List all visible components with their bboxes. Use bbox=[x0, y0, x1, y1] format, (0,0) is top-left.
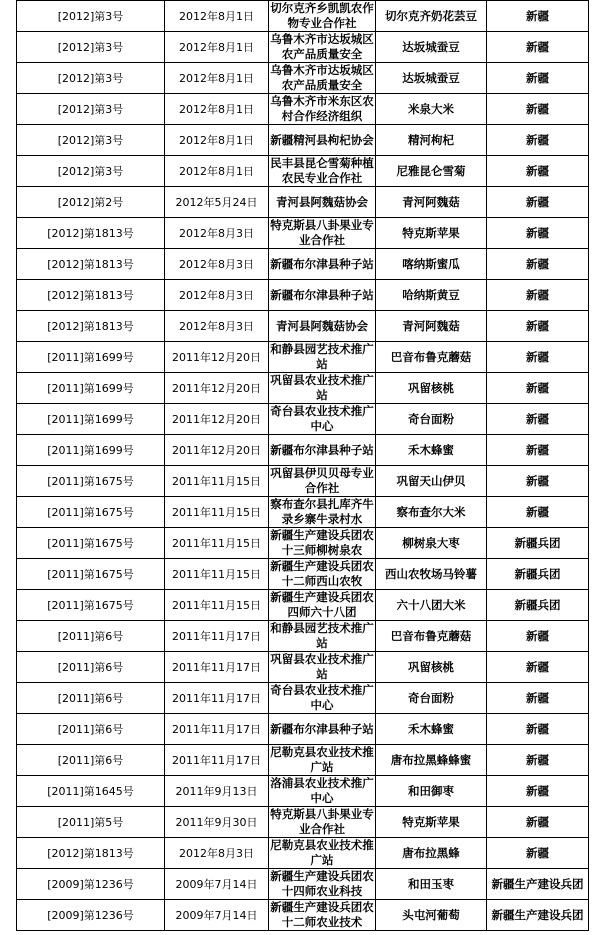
table-row bbox=[17, 218, 589, 249]
doc-number-cell: [2011]第6号 bbox=[17, 621, 165, 652]
product-cell: 米泉大米 bbox=[376, 94, 487, 125]
organization-cell bbox=[269, 776, 376, 807]
organization-text: 特克斯县八卦果业专业合作社 bbox=[270, 807, 374, 836]
doc-number-cell: [2011]第1645号 bbox=[17, 776, 165, 807]
table-body bbox=[17, 1, 589, 931]
doc-number-cell: [2011]第1699号 bbox=[17, 435, 165, 466]
table-row bbox=[17, 590, 589, 621]
product-cell: 和田御枣 bbox=[376, 776, 487, 807]
product-cell: 特克斯苹果 bbox=[376, 807, 487, 838]
organization-cell bbox=[269, 218, 376, 249]
region-cell: 新疆 bbox=[487, 311, 589, 342]
product-cell: 头屯河葡萄 bbox=[376, 900, 487, 931]
region-cell: 新疆 bbox=[487, 404, 589, 435]
table-row bbox=[17, 311, 589, 342]
product-cell: 达坂城蚕豆 bbox=[376, 63, 487, 94]
region-cell: 新疆 bbox=[487, 342, 589, 373]
doc-number-cell: [2012]第1813号 bbox=[17, 311, 165, 342]
product-cell: 巩留核桃 bbox=[376, 652, 487, 683]
date-cell: 2012年8月1日 bbox=[165, 94, 269, 125]
region-cell: 新疆 bbox=[487, 280, 589, 311]
organization-cell bbox=[269, 342, 376, 373]
region-cell: 新疆兵团 bbox=[487, 559, 589, 590]
product-cell: 奇台面粉 bbox=[376, 404, 487, 435]
organization-text: 乌鲁木齐市米东区农村合作经济组织 bbox=[270, 94, 374, 123]
doc-number-cell: [2011]第6号 bbox=[17, 745, 165, 776]
region-cell: 新疆兵团 bbox=[487, 590, 589, 621]
region-cell: 新疆 bbox=[487, 776, 589, 807]
table-row bbox=[17, 621, 589, 652]
organization-text: 和静县园艺技术推广站 bbox=[270, 342, 374, 371]
table-row bbox=[17, 63, 589, 94]
table-row bbox=[17, 528, 589, 559]
organization-text: 巩留县农业技术推广站 bbox=[270, 373, 374, 402]
organization-cell bbox=[269, 807, 376, 838]
table-row bbox=[17, 32, 589, 63]
doc-number-cell: [2012]第1813号 bbox=[17, 838, 165, 869]
doc-number-cell: [2011]第6号 bbox=[17, 683, 165, 714]
product-cell: 六十八团大米 bbox=[376, 590, 487, 621]
organization-cell bbox=[269, 745, 376, 776]
organization-text: 切尔克齐乡凯凯农作物专业合作社 bbox=[270, 1, 374, 30]
doc-number-cell: [2011]第1699号 bbox=[17, 342, 165, 373]
product-cell: 青河阿魏菇 bbox=[376, 187, 487, 218]
organization-text: 洛浦县农业技术推广中心 bbox=[270, 776, 374, 805]
region-cell: 新疆 bbox=[487, 497, 589, 528]
product-cell: 哈纳斯黄豆 bbox=[376, 280, 487, 311]
region-cell: 新疆 bbox=[487, 714, 589, 745]
date-cell: 2011年12月20日 bbox=[165, 373, 269, 404]
organization-cell bbox=[269, 63, 376, 94]
date-cell: 2011年12月20日 bbox=[165, 435, 269, 466]
product-cell: 尼雅昆仑雪菊 bbox=[376, 156, 487, 187]
doc-number-cell: [2012]第1813号 bbox=[17, 249, 165, 280]
organization-cell bbox=[269, 435, 376, 466]
organization-cell bbox=[269, 466, 376, 497]
organization-text: 尼勒克县农业技术推广站 bbox=[270, 745, 374, 774]
product-cell: 柳树泉大枣 bbox=[376, 528, 487, 559]
doc-number-cell: [2011]第1675号 bbox=[17, 497, 165, 528]
region-cell: 新疆 bbox=[487, 466, 589, 497]
doc-number-cell: [2012]第3号 bbox=[17, 94, 165, 125]
table-row bbox=[17, 497, 589, 528]
date-cell: 2009年7月14日 bbox=[165, 900, 269, 931]
date-cell: 2012年5月24日 bbox=[165, 187, 269, 218]
organization-cell bbox=[269, 94, 376, 125]
product-cell: 青河阿魏菇 bbox=[376, 311, 487, 342]
product-cell: 特克斯苹果 bbox=[376, 218, 487, 249]
date-cell: 2011年11月15日 bbox=[165, 528, 269, 559]
organization-cell bbox=[269, 187, 376, 218]
region-cell: 新疆 bbox=[487, 373, 589, 404]
region-cell: 新疆 bbox=[487, 249, 589, 280]
doc-number-cell: [2009]第1236号 bbox=[17, 900, 165, 931]
organization-cell bbox=[269, 621, 376, 652]
product-cell: 察布查尔大米 bbox=[376, 497, 487, 528]
doc-number-cell: [2012]第2号 bbox=[17, 187, 165, 218]
region-cell: 新疆 bbox=[487, 435, 589, 466]
product-cell: 奇台面粉 bbox=[376, 683, 487, 714]
organization-cell bbox=[269, 590, 376, 621]
organization-cell bbox=[269, 249, 376, 280]
date-cell: 2011年9月30日 bbox=[165, 807, 269, 838]
date-cell: 2012年8月3日 bbox=[165, 311, 269, 342]
date-cell: 2009年7月14日 bbox=[165, 869, 269, 900]
table-row bbox=[17, 373, 589, 404]
date-cell: 2011年11月15日 bbox=[165, 590, 269, 621]
region-cell: 新疆生产建设兵团 bbox=[487, 869, 589, 900]
organization-cell bbox=[269, 838, 376, 869]
organization-cell bbox=[269, 125, 376, 156]
doc-number-cell: [2012]第3号 bbox=[17, 125, 165, 156]
doc-number-cell: [2011]第1675号 bbox=[17, 466, 165, 497]
product-cell: 巩留核桃 bbox=[376, 373, 487, 404]
table-row bbox=[17, 900, 589, 931]
table-row bbox=[17, 404, 589, 435]
date-cell: 2012年8月1日 bbox=[165, 32, 269, 63]
organization-cell bbox=[269, 528, 376, 559]
region-cell: 新疆兵团 bbox=[487, 528, 589, 559]
doc-number-cell: [2011]第1699号 bbox=[17, 404, 165, 435]
doc-number-cell: [2011]第6号 bbox=[17, 714, 165, 745]
doc-number-cell: [2012]第1813号 bbox=[17, 280, 165, 311]
table-row bbox=[17, 280, 589, 311]
doc-number-cell: [2011]第1675号 bbox=[17, 559, 165, 590]
product-cell: 达坂城蚕豆 bbox=[376, 32, 487, 63]
doc-number-cell: [2012]第1813号 bbox=[17, 218, 165, 249]
table-row bbox=[17, 807, 589, 838]
table-row bbox=[17, 776, 589, 807]
organization-text: 巩留县农业技术推广站 bbox=[270, 652, 374, 681]
doc-number-cell: [2011]第1675号 bbox=[17, 590, 165, 621]
date-cell: 2011年11月17日 bbox=[165, 714, 269, 745]
organization-text: 新疆布尔津县种子站 bbox=[270, 721, 374, 736]
organization-text: 察布查尔县扎库齐牛录乡寨牛录村水 bbox=[270, 497, 374, 526]
date-cell: 2012年8月1日 bbox=[165, 63, 269, 94]
product-cell: 巩留天山伊贝 bbox=[376, 466, 487, 497]
organization-text: 新疆生产建设兵团农四师六十八团 bbox=[270, 590, 374, 619]
doc-number-cell: [2011]第6号 bbox=[17, 652, 165, 683]
region-cell: 新疆 bbox=[487, 652, 589, 683]
organization-cell bbox=[269, 311, 376, 342]
product-cell: 唐布拉黑蜂蜂蜜 bbox=[376, 745, 487, 776]
date-cell: 2012年8月3日 bbox=[165, 249, 269, 280]
table-row bbox=[17, 156, 589, 187]
date-cell: 2012年8月3日 bbox=[165, 838, 269, 869]
organization-cell bbox=[269, 404, 376, 435]
doc-number-cell: [2012]第3号 bbox=[17, 32, 165, 63]
table-row bbox=[17, 1, 589, 32]
date-cell: 2012年8月1日 bbox=[165, 156, 269, 187]
organization-text: 奇台县农业技术推广中心 bbox=[270, 404, 374, 433]
organization-text: 特克斯县八卦果业专业合作社 bbox=[270, 218, 374, 247]
organization-text: 新疆精河县枸杞协会 bbox=[270, 132, 374, 147]
table-row bbox=[17, 125, 589, 156]
region-cell: 新疆 bbox=[487, 745, 589, 776]
product-cell: 巴音布鲁克蘑菇 bbox=[376, 621, 487, 652]
product-cell: 西山农牧场马铃薯 bbox=[376, 559, 487, 590]
organization-cell bbox=[269, 1, 376, 32]
organization-cell bbox=[269, 714, 376, 745]
region-cell: 新疆 bbox=[487, 63, 589, 94]
organization-text: 新疆生产建设兵团农十二师西山农牧 bbox=[270, 559, 374, 588]
region-cell: 新疆 bbox=[487, 838, 589, 869]
organization-cell bbox=[269, 869, 376, 900]
organization-text: 乌鲁木齐市达坂城区农产品质量安全 bbox=[270, 32, 374, 61]
table-row bbox=[17, 559, 589, 590]
region-cell: 新疆 bbox=[487, 125, 589, 156]
doc-number-cell: [2011]第5号 bbox=[17, 807, 165, 838]
table-row bbox=[17, 869, 589, 900]
doc-number-cell: [2012]第3号 bbox=[17, 156, 165, 187]
table-row bbox=[17, 466, 589, 497]
date-cell: 2011年11月17日 bbox=[165, 745, 269, 776]
organization-text: 新疆生产建设兵团农十三师柳树泉农 bbox=[270, 528, 374, 557]
organization-cell bbox=[269, 900, 376, 931]
region-cell: 新疆 bbox=[487, 94, 589, 125]
doc-number-cell: [2012]第3号 bbox=[17, 63, 165, 94]
registration-table bbox=[16, 0, 589, 931]
date-cell: 2012年8月1日 bbox=[165, 1, 269, 32]
date-cell: 2011年11月17日 bbox=[165, 621, 269, 652]
doc-number-cell: [2012]第3号 bbox=[17, 1, 165, 32]
organization-cell bbox=[269, 559, 376, 590]
region-cell: 新疆 bbox=[487, 807, 589, 838]
region-cell: 新疆 bbox=[487, 187, 589, 218]
doc-number-cell: [2009]第1236号 bbox=[17, 869, 165, 900]
date-cell: 2012年8月3日 bbox=[165, 280, 269, 311]
product-cell: 喀纳斯蜜瓜 bbox=[376, 249, 487, 280]
organization-text: 尼勒克县农业技术推广站 bbox=[270, 838, 374, 867]
product-cell: 和田玉枣 bbox=[376, 869, 487, 900]
date-cell: 2011年12月20日 bbox=[165, 342, 269, 373]
table-row bbox=[17, 342, 589, 373]
date-cell: 2011年9月13日 bbox=[165, 776, 269, 807]
region-cell: 新疆 bbox=[487, 683, 589, 714]
organization-text: 乌鲁木齐市达坂城区农产品质量安全 bbox=[270, 63, 374, 92]
date-cell: 2011年11月15日 bbox=[165, 559, 269, 590]
organization-cell bbox=[269, 497, 376, 528]
table-row bbox=[17, 249, 589, 280]
date-cell: 2011年11月17日 bbox=[165, 652, 269, 683]
region-cell: 新疆 bbox=[487, 32, 589, 63]
date-cell: 2012年8月3日 bbox=[165, 218, 269, 249]
product-cell: 禾木蜂蜜 bbox=[376, 714, 487, 745]
table-row bbox=[17, 714, 589, 745]
product-cell: 切尔克齐奶花芸豆 bbox=[376, 1, 487, 32]
table-row bbox=[17, 187, 589, 218]
product-cell: 巴音布鲁克蘑菇 bbox=[376, 342, 487, 373]
table-row bbox=[17, 683, 589, 714]
region-cell: 新疆生产建设兵团 bbox=[487, 900, 589, 931]
table-row bbox=[17, 838, 589, 869]
organization-text: 奇台县农业技术推广中心 bbox=[270, 683, 374, 712]
product-cell: 精河枸杞 bbox=[376, 125, 487, 156]
organization-cell bbox=[269, 156, 376, 187]
organization-text: 新疆生产建设兵团农十四师农业科技 bbox=[270, 869, 374, 898]
date-cell: 2011年12月20日 bbox=[165, 404, 269, 435]
organization-text: 青河县阿魏菇协会 bbox=[276, 194, 368, 209]
organization-text: 新疆布尔津县种子站 bbox=[270, 287, 374, 302]
region-cell: 新疆 bbox=[487, 218, 589, 249]
table-row bbox=[17, 94, 589, 125]
table-row bbox=[17, 435, 589, 466]
date-cell: 2011年11月15日 bbox=[165, 466, 269, 497]
organization-text: 民丰县昆仑雪菊种植农民专业合作社 bbox=[270, 156, 374, 185]
date-cell: 2012年8月1日 bbox=[165, 125, 269, 156]
organization-text: 巩留县伊贝贝母专业合作社 bbox=[270, 466, 374, 495]
organization-text: 青河县阿魏菇协会 bbox=[276, 318, 368, 333]
organization-text: 和静县园艺技术推广站 bbox=[270, 621, 374, 650]
organization-cell bbox=[269, 280, 376, 311]
organization-cell bbox=[269, 373, 376, 404]
organization-text: 新疆布尔津县种子站 bbox=[270, 442, 374, 457]
organization-cell bbox=[269, 32, 376, 63]
organization-cell bbox=[269, 683, 376, 714]
table-row bbox=[17, 652, 589, 683]
organization-text: 新疆布尔津县种子站 bbox=[270, 256, 374, 271]
region-cell: 新疆 bbox=[487, 1, 589, 32]
date-cell: 2011年11月17日 bbox=[165, 683, 269, 714]
region-cell: 新疆 bbox=[487, 156, 589, 187]
doc-number-cell: [2011]第1675号 bbox=[17, 528, 165, 559]
region-cell: 新疆 bbox=[487, 621, 589, 652]
date-cell: 2011年11月15日 bbox=[165, 497, 269, 528]
doc-number-cell: [2011]第1699号 bbox=[17, 373, 165, 404]
product-cell: 唐布拉黑蜂 bbox=[376, 838, 487, 869]
organization-cell bbox=[269, 652, 376, 683]
table-row bbox=[17, 745, 589, 776]
organization-text: 新疆生产建设兵团农十二师农业技术 bbox=[270, 900, 374, 929]
product-cell: 禾木蜂蜜 bbox=[376, 435, 487, 466]
